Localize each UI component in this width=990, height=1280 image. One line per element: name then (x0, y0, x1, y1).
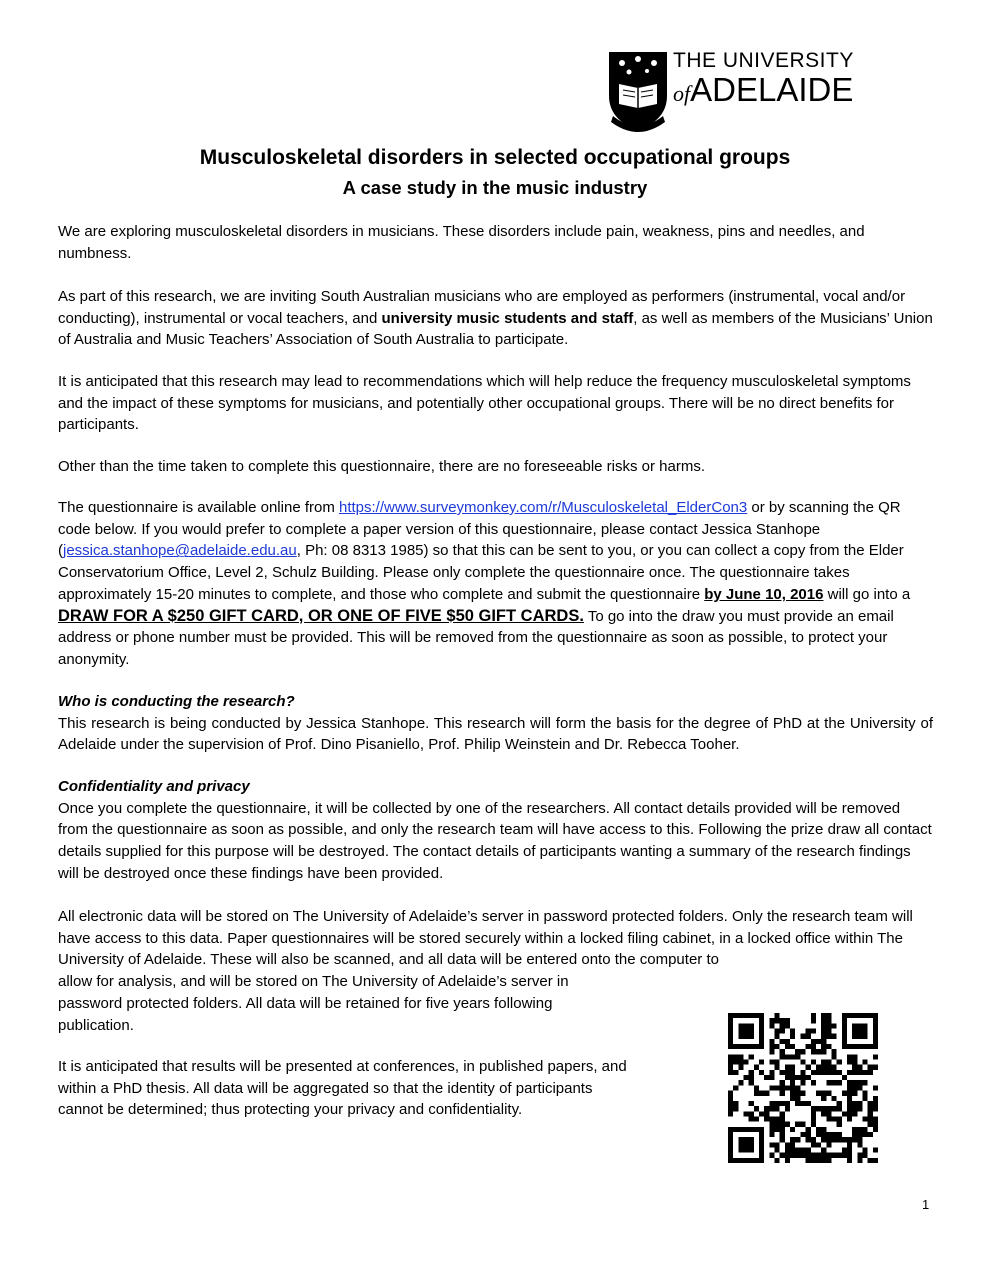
who-text: This research is being conducted by Jessica Stanhope. This research will form the basis for the degree of PhD at the University of Adelaide under the supervision of Prof. Dino Pisaniello, Prof. Philip Weinstein and Dr. Rebecca Tooher. (58, 714, 933, 754)
confidentiality-heading: Confidentiality and privacy (58, 778, 250, 795)
who-section (58, 691, 933, 756)
logo-of: of (673, 81, 691, 106)
logo-adelaide: ADELAIDE (690, 71, 854, 108)
logo-line-1: THE UNIVERSITY (673, 49, 854, 72)
storage-text-d: publication. (58, 1016, 134, 1034)
confidentiality-section (58, 776, 933, 885)
page-number: 1 (922, 1197, 930, 1212)
storage-text-c: password protected folders. All data will be retained for five years following (58, 994, 553, 1012)
results-text-c: cannot be determined; thus protecting your privacy and confidentiality. (58, 1101, 523, 1119)
q-text-e: To go into the draw you must provide an email address or phone number must be provided. This will be removed from the questionnaire as soon as possible, to protect your anonymity. (58, 607, 894, 668)
q-text-b: or by scanning the QR code below. If you would prefer to complete a paper version of this questionnaire, please contact Jessica Stanhope ( (58, 499, 901, 560)
participants-text-a: As part of this research, we are inviting South Australian musicians who are employed as performers (instrumental, vocal and/or conducting), instrumental or vocal teachers, and (58, 288, 906, 327)
qr-code[interactable] (728, 1013, 878, 1163)
survey-link[interactable]: https://www.surveymonkey.com/r/Musculoskeletal_ElderCon3 (339, 499, 748, 516)
page-subtitle: A case study in the music industry (342, 177, 648, 198)
intro-paragraph: We are exploring musculoskeletal disorders in musicians. These disorders include pain, weakness, pins and needles, and numbness. (58, 223, 865, 262)
deadline-date: by June 10, 2016 (704, 585, 824, 603)
results-text-a: It is anticipated that results will be presented at conferences, in published papers, and (58, 1058, 627, 1075)
storage-text-a: All electronic data will be stored on The University of Adelaide’s server in password protected folders. Only the research team will have access to this data. Paper questionnaires will be stored securely within a locked filing cabinet, in a locked office within The University of Adelaide. These will also be scanned, and all data will be entered onto the computer to (58, 908, 913, 969)
page-title: Musculoskeletal disorders in selected occupational groups (199, 146, 791, 169)
participants-bold: university music students and staff (381, 309, 634, 327)
logo-wordmark (673, 50, 854, 106)
university-logo (607, 50, 862, 134)
questionnaire-paragraph (58, 497, 933, 671)
benefits-paragraph: It is anticipated that this research may lead to recommendations which will help reduce the frequency musculoskeletal symptoms and the impact of these symptoms for musicians, and potentially other occupational groups. There will be no direct benefits for participants. (58, 373, 911, 434)
confidentiality-text: Once you complete the questionnaire, it will be collected by one of the researchers. All contact details provided will be removed from the questionnaire as soon as possible, and only the research team will have access to this. Following the prize draw all contact details supplied for this purpose will be destroyed. The contact details of participants wanting a summary of the research findings will be destroyed once these findings have been provided. (58, 799, 932, 882)
storage-text-b: allow for analysis, and will be stored on The University of Adelaide’s server in (58, 973, 569, 991)
logo-line-2 (673, 73, 854, 106)
participants-text-c: , as well as members of the Musicians’ Union of Australia and Music Teachers’ Association of South Australia to participate. (58, 309, 933, 349)
email-link[interactable]: jessica.stanhope@adelaide.edu.au (63, 542, 297, 560)
q-text-c: , Ph: 08 8313 1985) so that this can be sent to you, or you can collect a copy from the Elder Conservatorium Office, Level 2, Schulz Building. Please only complete the questionnaire once. The questionnaire takes approximately 15-20 minutes to complete, and those who complete and submit the questionnaire (58, 542, 904, 603)
participants-paragraph (58, 286, 933, 351)
shield-icon (607, 50, 669, 134)
prize-draw-notice: DRAW FOR A $250 GIFT CARD, OR ONE OF FIVE $50 GIFT CARDS. (58, 606, 584, 625)
q-text-a: The questionnaire is available online from (58, 499, 339, 516)
who-heading: Who is conducting the research? (58, 693, 295, 710)
q-text-d: will go into a (823, 585, 911, 603)
risks-paragraph: Other than the time taken to complete this questionnaire, there are no foreseeable risks or harms. (58, 458, 706, 475)
results-text-b: within a PhD thesis. All data will be aggregated so that the identity of participants (58, 1079, 593, 1097)
